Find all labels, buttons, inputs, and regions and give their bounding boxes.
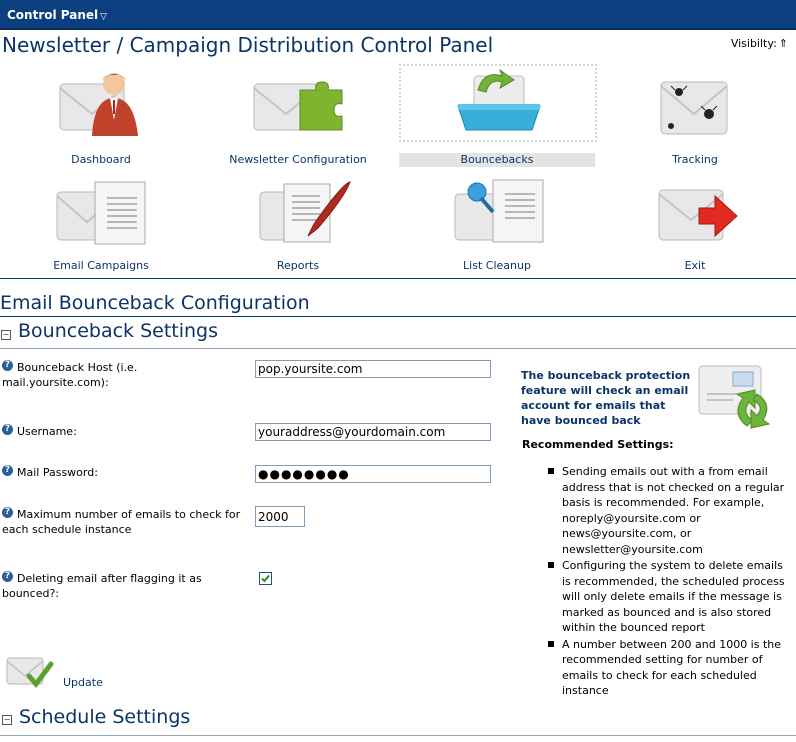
recommendations-list (548, 464, 794, 700)
username-label: Username: (17, 425, 77, 438)
envelope-refresh-icon (697, 358, 777, 434)
nav-tile-bouncebacks[interactable] (399, 64, 595, 168)
envelope-tray-refresh-icon (454, 68, 544, 140)
collapse-schedule-icon[interactable]: − (3, 715, 11, 724)
section-title: Email Bounceback Configuration (0, 292, 310, 314)
control-panel-menu[interactable] (7, 8, 107, 22)
envelope-user-icon (58, 70, 148, 140)
schedule-divider (0, 735, 796, 736)
mail-password-input[interactable] (255, 465, 491, 483)
envelope-bugs-icon (657, 70, 737, 140)
help-icon[interactable]: ? (2, 507, 13, 518)
envelope-pin-icon (453, 178, 549, 246)
info-panel-title: The bounceback protection feature will check an email account for emails that have bounced back (521, 369, 691, 427)
nav-tile-label: Tracking (672, 153, 718, 166)
visibility-label: Visibilty: (730, 37, 777, 50)
nav-tile-label: Reports (276, 259, 320, 272)
nav-tile-label: List Cleanup (463, 259, 531, 272)
nav-tile-dashboard[interactable] (3, 64, 199, 168)
recommended-settings-title: Recommended Settings: (522, 438, 674, 451)
username-input[interactable] (255, 423, 491, 441)
nav-tile-label: Newsletter Configuration (229, 153, 367, 166)
nav-tile-reports[interactable] (200, 178, 396, 274)
recommendation-item: Sending emails out with a from email address that is not checked on a regular basis is recommended. For example, noreply@yoursite.com or news@yoursite.com, or newsletter@yoursite.com (548, 464, 794, 557)
nav-tile-label: Dashboard (71, 153, 131, 166)
help-icon[interactable]: ? (2, 424, 13, 435)
max-emails-input[interactable] (255, 506, 305, 527)
nav-tile-label: Email Campaigns (53, 259, 149, 272)
help-icon[interactable]: ? (2, 571, 13, 582)
collapse-bounceback-icon[interactable]: − (2, 330, 10, 339)
recommendation-item: Configuring the system to delete emails is recommended, the scheduled process will only delete emails if the message is marked as bounced and is also stored within the bounced report (548, 558, 794, 636)
max-emails-label: Maximum number of emails to check for each schedule instance (2, 508, 241, 536)
visibility-toggle-icon[interactable]: ⇑ (778, 37, 788, 50)
update-button[interactable]: Update (63, 676, 103, 689)
nav-divider (0, 278, 796, 279)
control-panel-bar (0, 0, 796, 30)
page-title: Newsletter / Campaign Distribution Control Panel (2, 33, 494, 57)
help-icon[interactable]: ? (2, 465, 13, 476)
mail-password-label: Mail Password: (17, 466, 98, 479)
bounceback-divider (0, 348, 796, 349)
visibility-control[interactable] (731, 37, 788, 50)
envelope-exit-arrow-icon (657, 182, 741, 246)
help-icon[interactable]: ? (2, 360, 13, 371)
section-divider (0, 316, 796, 317)
nav-tile-newsletter-configuration[interactable] (200, 64, 396, 168)
nav-tile-email-campaigns[interactable] (3, 178, 199, 274)
delete-email-label: Deleting email after flagging it as bounced?: (2, 572, 202, 600)
nav-tile-list-cleanup[interactable] (399, 178, 595, 274)
host-label: Bounceback Host (i.e. mail.yoursite.com): (2, 361, 138, 389)
nav-tile-label: Bouncebacks (399, 153, 595, 167)
envelope-puzzle-icon (252, 76, 347, 136)
schedule-settings-title: Schedule Settings (19, 706, 191, 728)
nav-tile-tracking[interactable] (597, 64, 793, 168)
envelope-document-icon (55, 180, 151, 246)
recommendation-item: A number between 200 and 1000 is the recommended setting for number of emails to check for each scheduled instance (548, 637, 794, 699)
bounceback-host-input[interactable] (255, 360, 491, 378)
bounceback-settings-title: Bounceback Settings (18, 320, 219, 342)
control-panel-title: Control Panel (7, 8, 99, 22)
envelope-check-icon[interactable] (5, 654, 55, 690)
envelope-quill-icon (258, 180, 354, 246)
delete-email-checkbox[interactable] (259, 572, 272, 585)
nav-tile-exit[interactable] (597, 178, 793, 274)
nav-tile-label: Exit (684, 259, 706, 272)
dropdown-arrow-icon[interactable]: ▽ (100, 12, 108, 22)
checkmark-icon (260, 573, 271, 584)
